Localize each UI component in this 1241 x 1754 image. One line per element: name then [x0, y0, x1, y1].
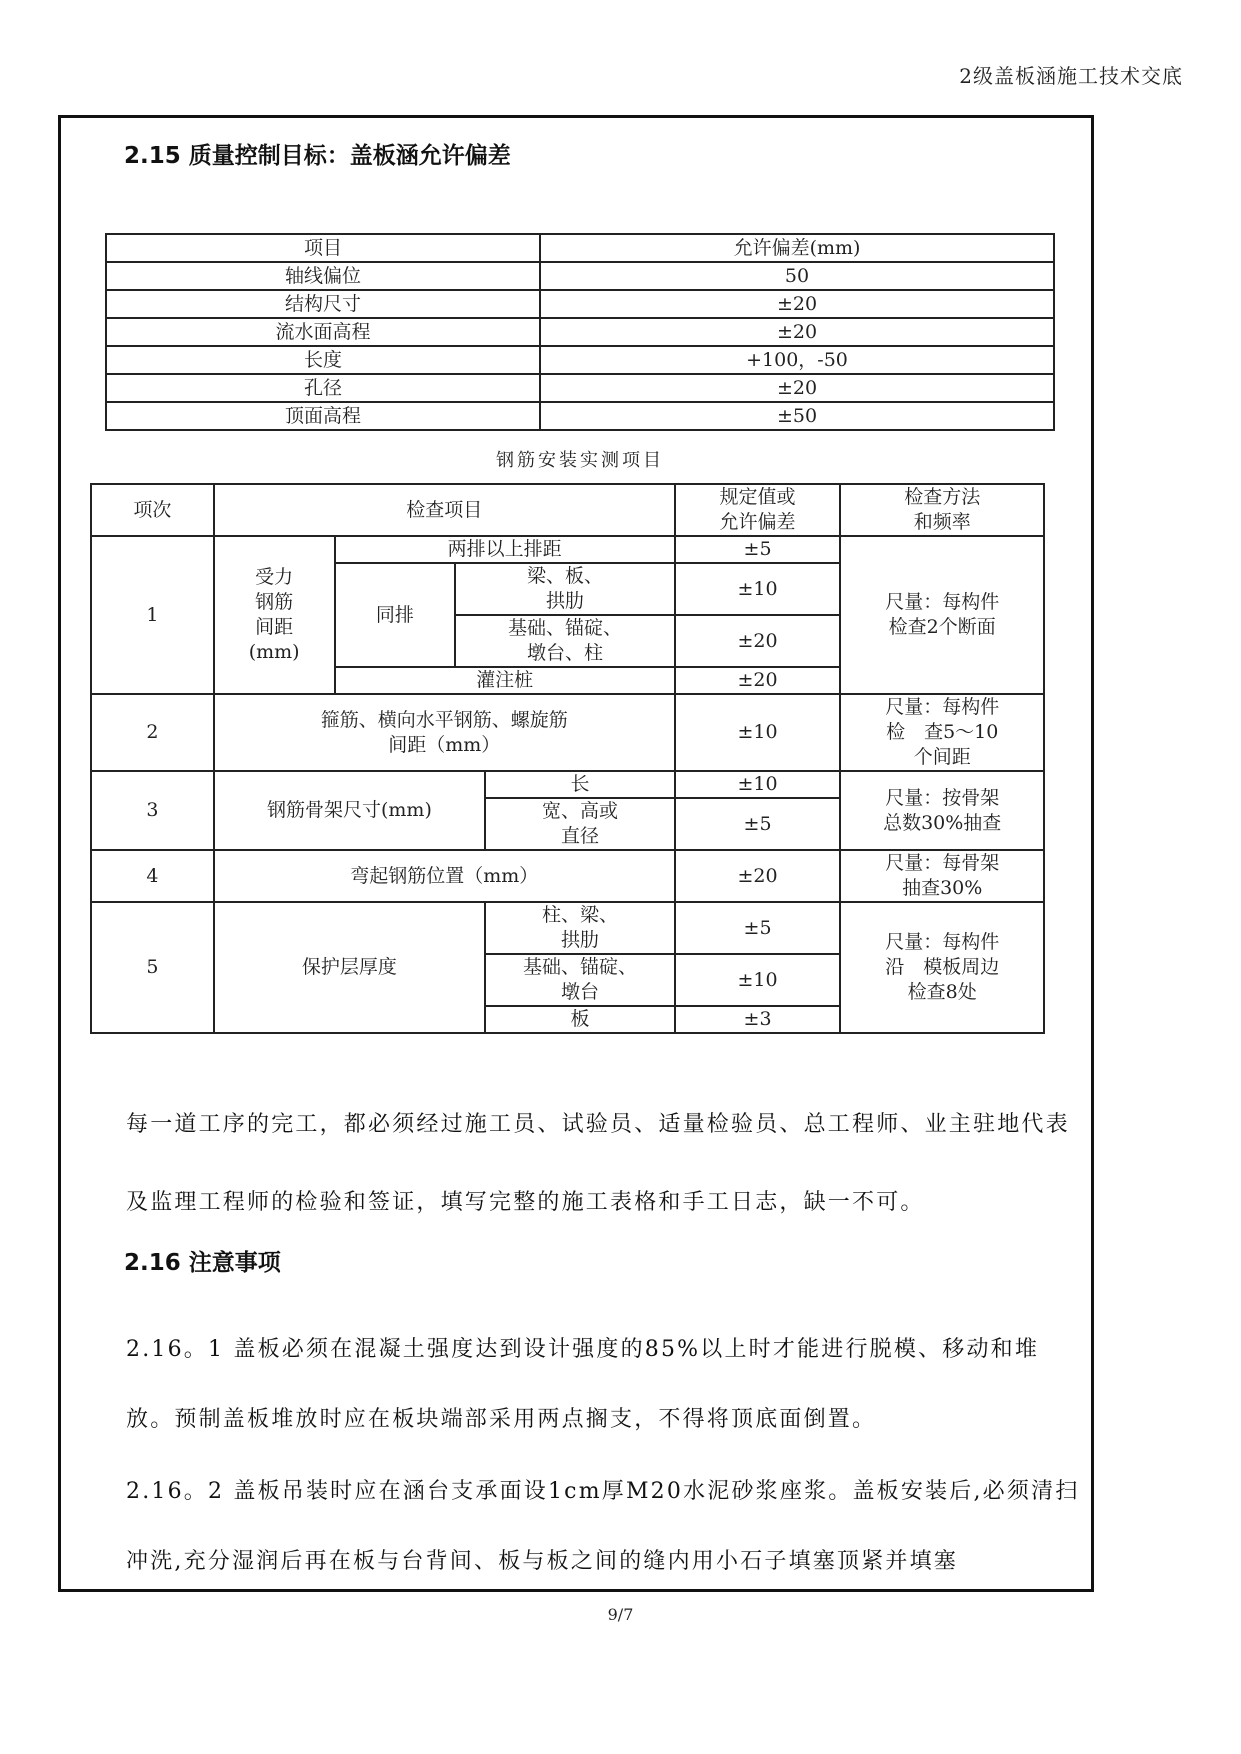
method-cell: 尺量：每构件 检 查5～10 个间距	[840, 694, 1044, 771]
tolerance-table	[105, 233, 1055, 431]
item-cell: 保护层厚度	[214, 902, 485, 1033]
method-cell: 尺量：按骨架 总数30%抽查	[840, 771, 1044, 850]
section-title-2-16: 2.16 注意事项	[124, 1250, 281, 1276]
table-row	[106, 290, 1054, 318]
item-cell: 结构尺寸	[106, 290, 540, 318]
tolerance-cell: ±10	[675, 771, 841, 798]
item-cell: 孔径	[106, 374, 540, 402]
item-cell: 弯起钢筋位置（mm）	[214, 850, 675, 902]
tolerance-cell: ±3	[675, 1006, 841, 1033]
table-header-row	[106, 234, 1054, 262]
header-cell: 允许偏差(mm)	[540, 234, 1054, 262]
tolerance-cell: ±20	[675, 850, 841, 902]
table-row	[91, 850, 1044, 902]
tolerance-cell: ±5	[675, 798, 841, 850]
tolerance-cell: ±10	[675, 563, 841, 615]
running-header: 2级盖板涵施工技术交底	[959, 64, 1183, 88]
note-paragraph-1: 2.16。1 盖板必须在混凝土强度达到设计强度的85%以上时才能进行脱模、移动和堆放。预制盖板堆放时应在板块端部采用两点搁支，不得将顶底面倒置。	[126, 1337, 1040, 1432]
table-row	[106, 318, 1054, 346]
value-cell: ±20	[540, 318, 1054, 346]
table-row	[91, 536, 1044, 563]
section-title-2-15: 2.15 质量控制目标：盖板涵允许偏差	[124, 143, 511, 169]
page-number: 9/7	[607, 1605, 634, 1624]
table-row	[106, 402, 1054, 430]
tolerance-cell: ±5	[675, 536, 841, 563]
value-cell: ±20	[540, 374, 1054, 402]
table-row	[106, 262, 1054, 290]
method-cell: 尺量：每骨架 抽查30%	[840, 850, 1044, 902]
tolerance-cell: ±20	[675, 615, 841, 667]
table-caption: 钢筋安装实测项目	[496, 450, 664, 471]
item-cell: 柱、梁、 拱肋	[485, 902, 675, 954]
header-cell: 项目	[106, 234, 540, 262]
tolerance-cell: ±5	[675, 902, 841, 954]
header-cell: 规定值或 允许偏差	[675, 484, 841, 536]
inspection-paragraph: 每一道工序的完工，都必须经过施工员、试验员、适量检验员、总工程师、业主驻地代表及监理工程师的检验和签证，填写完整的施工表格和手工日志，缺一不可。	[126, 1112, 1070, 1215]
header-cell: 检查方法 和频率	[840, 484, 1044, 536]
item-cell: 钢筋骨架尺寸(mm)	[214, 771, 485, 850]
table-header-row	[91, 484, 1044, 536]
row-number: 3	[91, 771, 214, 850]
value-cell: ±50	[540, 402, 1054, 430]
item-cell: 宽、高或 直径	[485, 798, 675, 850]
value-cell: ±20	[540, 290, 1054, 318]
item-cell: 顶面高程	[106, 402, 540, 430]
row-number: 1	[91, 536, 214, 694]
table-row	[106, 374, 1054, 402]
item-cell: 同排	[335, 563, 456, 667]
group-label: 受力 钢筋 间距 (mm)	[214, 536, 335, 694]
item-cell: 两排以上排距	[335, 536, 675, 563]
table-row	[106, 346, 1054, 374]
item-cell: 箍筋、横向水平钢筋、螺旋筋 间距（mm）	[214, 694, 675, 771]
item-cell: 长	[485, 771, 675, 798]
method-cell: 尺量：每构件 检查2个断面	[840, 536, 1044, 694]
value-cell: 50	[540, 262, 1054, 290]
row-number: 5	[91, 902, 214, 1033]
tolerance-cell: ±20	[675, 667, 841, 694]
item-cell: 基础、锚碇、 墩台	[485, 954, 675, 1006]
tolerance-cell: ±10	[675, 954, 841, 1006]
value-cell: +100，-50	[540, 346, 1054, 374]
header-cell: 项次	[91, 484, 214, 536]
item-cell: 长度	[106, 346, 540, 374]
note-paragraph-2: 2.16。2 盖板吊装时应在涵台支承面设1cm厚M20水泥砂浆座浆。盖板安装后,必须清扫冲洗,充分湿润后再在板与台背间、板与板之间的缝内用小石子填塞顶紧并填塞	[126, 1479, 1080, 1574]
row-number: 2	[91, 694, 214, 771]
item-cell: 梁、板、 拱肋	[455, 563, 674, 615]
item-cell: 灌注桩	[335, 667, 675, 694]
rebar-inspection-table	[90, 483, 1045, 1034]
item-cell: 轴线偏位	[106, 262, 540, 290]
item-cell: 流水面高程	[106, 318, 540, 346]
row-number: 4	[91, 850, 214, 902]
table-row	[91, 771, 1044, 798]
table-row	[91, 694, 1044, 771]
header-cell: 检查项目	[214, 484, 675, 536]
item-cell: 基础、锚碇、 墩台、柱	[455, 615, 674, 667]
tolerance-cell: ±10	[675, 694, 841, 771]
item-cell: 板	[485, 1006, 675, 1033]
method-cell: 尺量：每构件 沿 模板周边 检查8处	[840, 902, 1044, 1033]
table-row	[91, 902, 1044, 954]
